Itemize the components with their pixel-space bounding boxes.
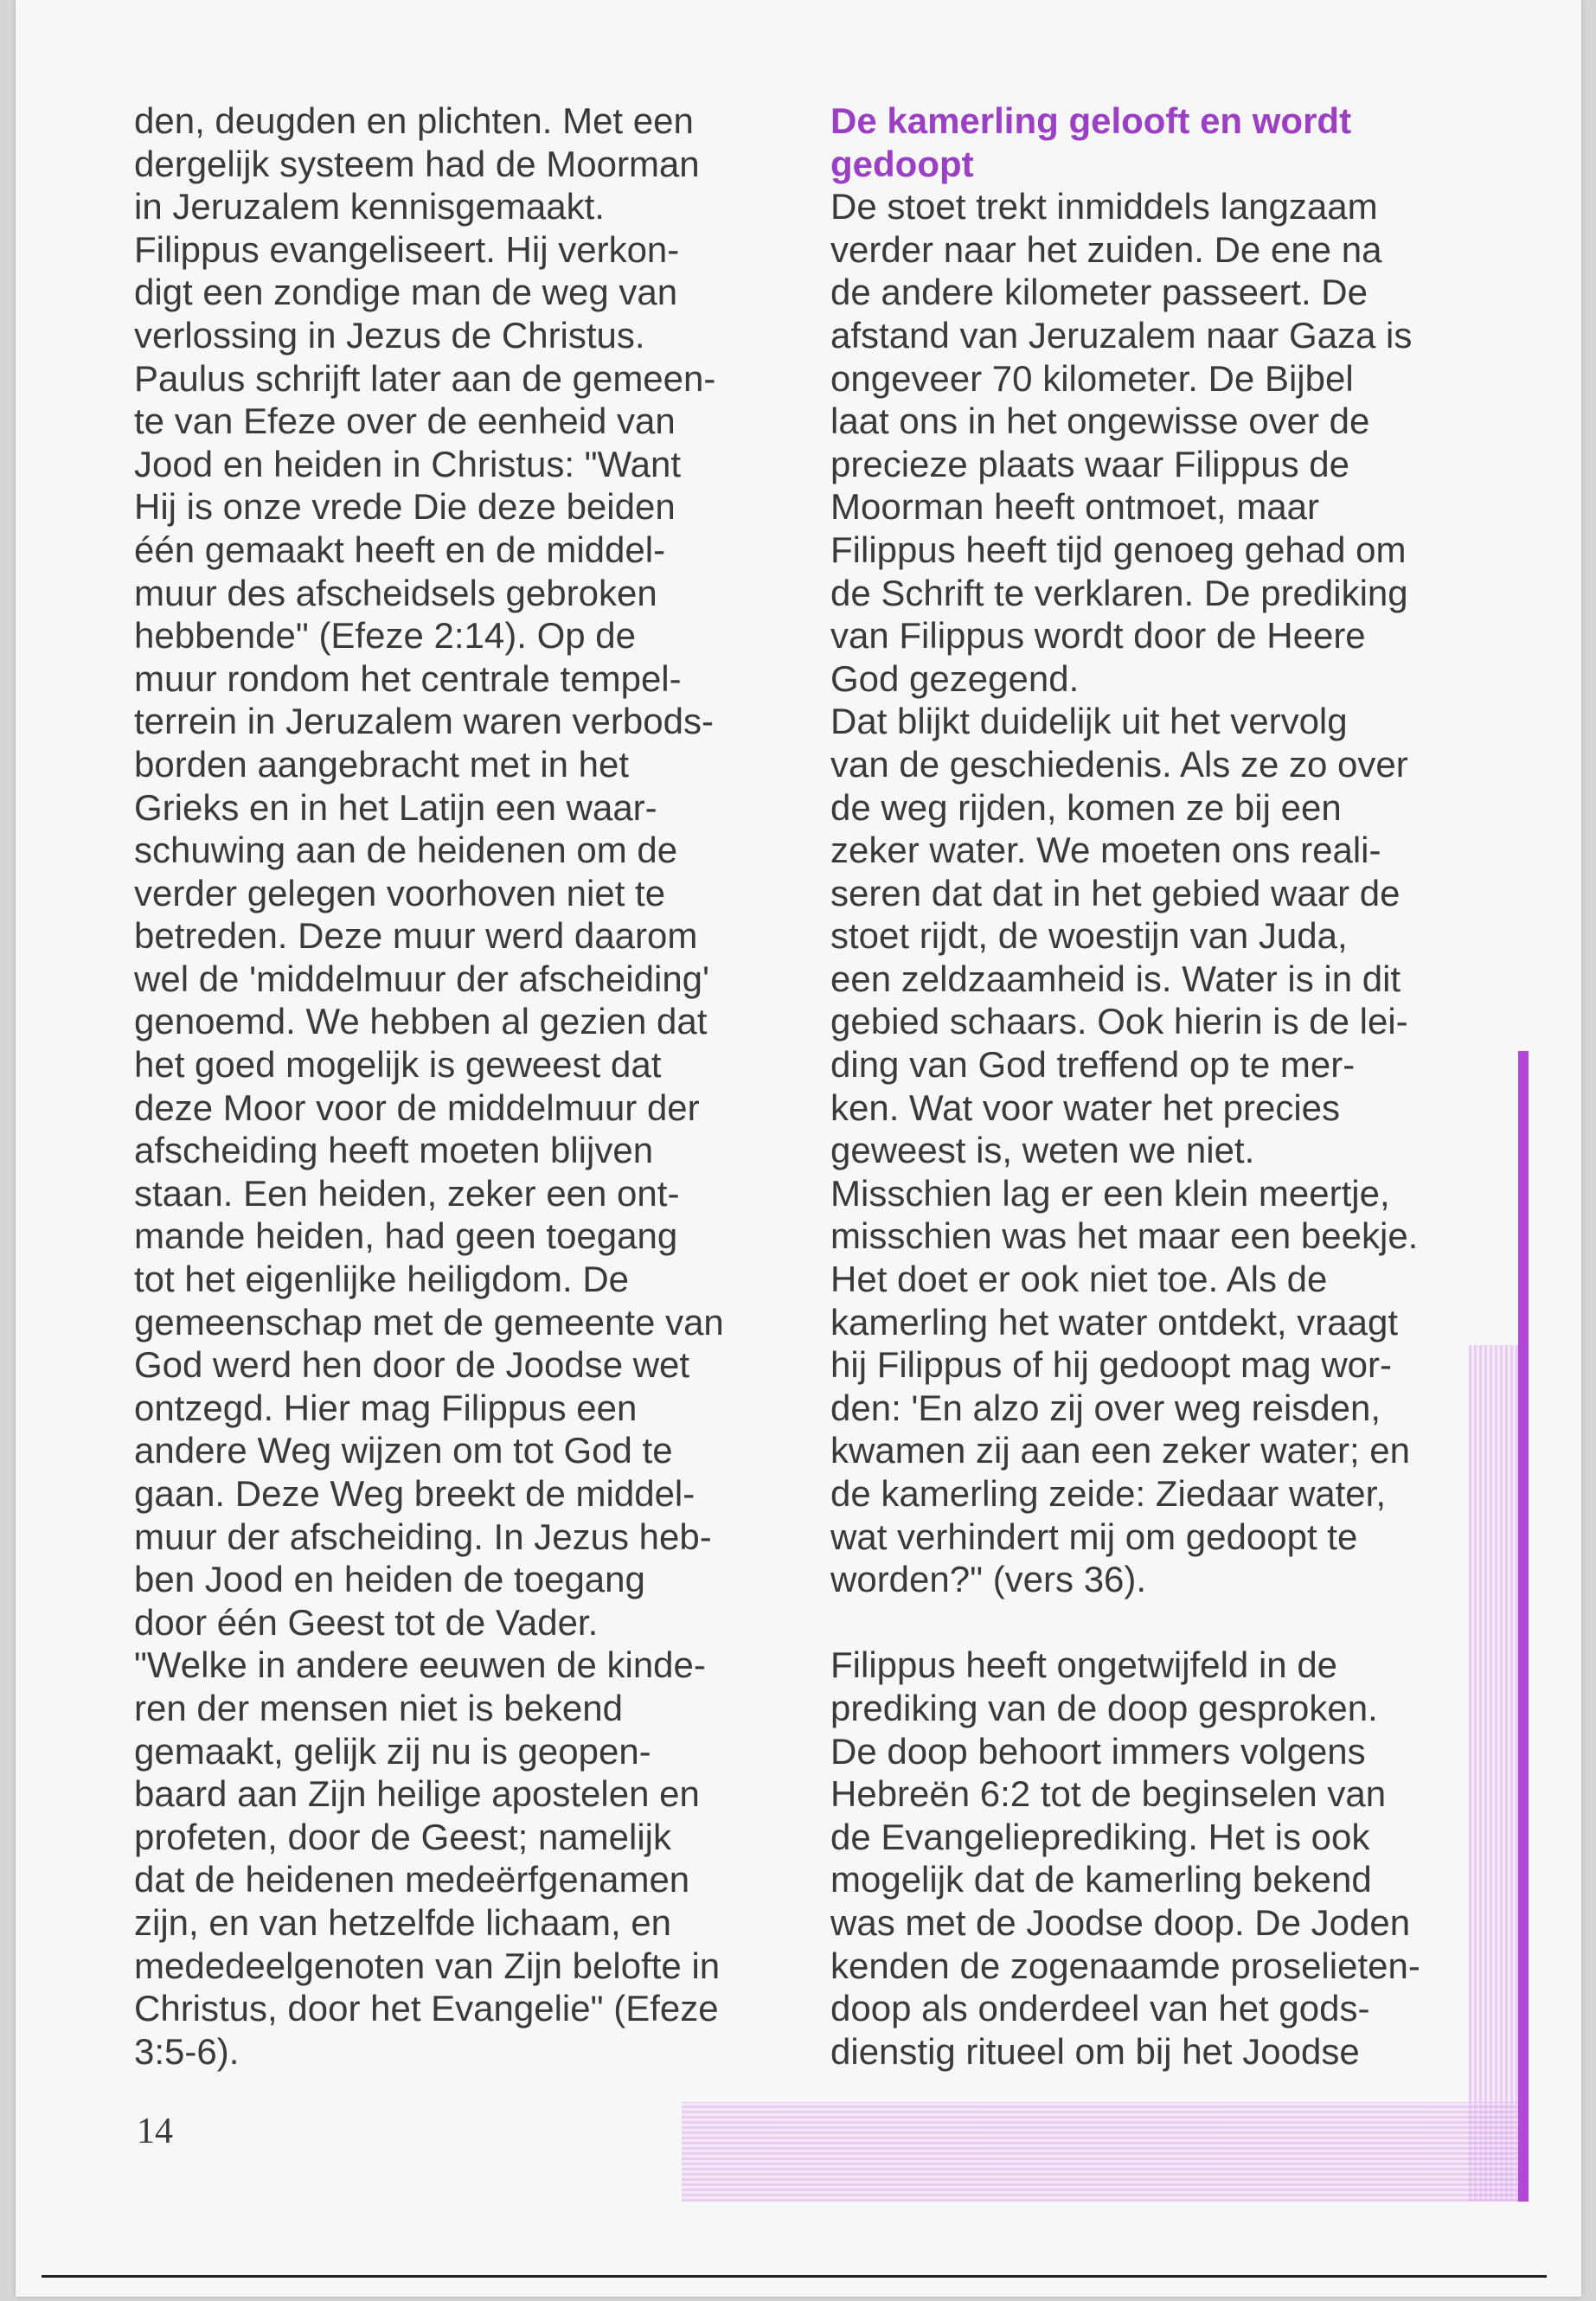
text-line: de andere kilometer passeert. De — [830, 272, 1368, 313]
text-line: mogelijk dat de kamerling bekend — [830, 1859, 1372, 1900]
text-line: digt een zondige man de weg van — [134, 272, 678, 313]
decorative-accent-bar — [1518, 1051, 1529, 2202]
text-line: afstand van Jeruzalem naar Gaza is — [830, 314, 1413, 356]
text-line: Filippus heeft tijd genoeg gehad om — [830, 529, 1407, 570]
text-line: Christus, door het Evangelie" (Efeze — [134, 1988, 719, 2029]
text-line: gebied schaars. Ook hierin is de lei- — [830, 1001, 1408, 1042]
decorative-screen-vertical — [1469, 1345, 1521, 2202]
text-line: den, deugden en plichten. Met een — [134, 100, 694, 141]
page-number: 14 — [137, 2112, 173, 2151]
text-line: De doop behoort immers volgens — [830, 1730, 1366, 1772]
text-line: wel de 'middelmuur der afscheiding' — [134, 958, 710, 999]
text-line: betreden. Deze muur werd daarom — [134, 915, 698, 957]
document-page — [16, 0, 1581, 2297]
text-line: afscheiding heeft moeten blijven — [134, 1130, 654, 1171]
text-line: Grieks en in het Latijn een waar- — [134, 786, 657, 828]
text-line: dat de heidenen medeërfgenamen — [134, 1859, 690, 1900]
text-line: Hebreën 6:2 tot de beginselen van — [830, 1773, 1387, 1815]
text-line: terrein in Jeruzalem waren verbods- — [134, 701, 714, 742]
text-line: Misschien lag er een klein meertje, — [830, 1172, 1390, 1214]
text-line: laat ons in het ongewisse over de — [830, 401, 1370, 442]
text-line: één gemaakt heeft en de middel- — [134, 529, 666, 570]
text-line: hij Filippus of hij gedoopt mag wor- — [830, 1344, 1392, 1386]
text-line: muur der afscheiding. In Jezus heb- — [134, 1516, 712, 1557]
text-line: God gezegend. — [830, 657, 1080, 699]
text-line: ben Jood en heiden de toegang — [134, 1559, 645, 1600]
text-line: zeker water. We moeten ons reali- — [830, 830, 1381, 871]
left-column — [134, 99, 757, 2073]
text-line: God werd hen door de Joodse wet — [134, 1344, 690, 1386]
text-line: de Evangelieprediking. Het is ook — [830, 1816, 1370, 1857]
text-line: ontzegd. Hier mag Filippus een — [134, 1387, 638, 1428]
text-line: gemeenschap met de gemeente van — [134, 1301, 724, 1343]
text-line: precieze plaats waar Filippus de — [830, 443, 1349, 484]
text-line: de weg rijden, komen ze bij een — [830, 786, 1342, 828]
text-line: ken. Wat voor water het precies — [830, 1086, 1341, 1128]
paragraph-2 — [830, 1644, 1471, 2073]
text-line: den: 'En alzo zij over weg reisden, — [830, 1387, 1381, 1428]
text-line: schuwing aan de heidenen om de — [134, 830, 678, 871]
text-line: borden aangebracht met in het — [134, 743, 630, 785]
text-line: Filippus evangeliseert. Hij verkon- — [134, 228, 680, 270]
text-line: De stoet trekt inmiddels langzaam — [830, 186, 1378, 228]
text-line: prediking van de doop gesproken. — [830, 1687, 1378, 1728]
text-line: te van Efeze over de eenheid van — [134, 401, 676, 442]
paragraph-gap — [830, 1601, 1471, 1644]
text-line: mededeelgenoten van Zijn belofte in — [134, 1945, 721, 1986]
text-line: gaan. Deze Weg breekt de middel- — [134, 1473, 695, 1514]
bottom-rule — [42, 2275, 1547, 2278]
paragraph-1 — [830, 185, 1471, 1601]
text-line: gemaakt, gelijk zij nu is geopen- — [134, 1730, 651, 1772]
text-line: Hij is onze vrede Die deze beiden — [134, 486, 676, 528]
text-line: Filippus heeft ongetwijfeld in de — [830, 1644, 1338, 1686]
text-line: was met de Joodse doop. De Joden — [830, 1901, 1411, 1943]
text-line: door één Geest tot de Vader. — [134, 1601, 599, 1643]
text-line: gedoopt — [830, 143, 974, 184]
text-line: de Schrift te verklaren. De prediking — [830, 572, 1408, 613]
text-line: Moorman heeft ontmoet, maar — [830, 486, 1319, 528]
text-line: worden?" (vers 36). — [830, 1559, 1147, 1600]
text-line: De kamerling gelooft en wordt — [830, 100, 1352, 141]
text-line: verder naar het zuiden. De ene na — [830, 228, 1382, 270]
text-line: verlossing in Jezus de Christus. — [134, 314, 645, 356]
text-line: ding van God treffend op te mer- — [830, 1044, 1356, 1086]
text-line: Paulus schrijft later aan de gemeen- — [134, 357, 716, 399]
text-line: geweest is, weten we niet. — [830, 1130, 1255, 1171]
text-line: een zeldzaamheid is. Water is in dit — [830, 958, 1401, 999]
text-line: baard aan Zijn heilige apostelen en — [134, 1773, 700, 1815]
decorative-screen-band — [682, 2102, 1521, 2202]
text-line: zijn, en van hetzelfde lichaam, en — [134, 1901, 672, 1943]
text-line: profeten, door de Geest; namelijk — [134, 1816, 672, 1857]
text-line: ren der mensen niet is bekend — [134, 1687, 624, 1728]
text-line: dergelijk systeem had de Moorman — [134, 143, 700, 184]
text-line: hebbende" (Efeze 2:14). Op de — [134, 615, 636, 657]
text-line: in Jeruzalem kennisgemaakt. — [134, 186, 605, 228]
text-line: staan. Een heiden, zeker een ont- — [134, 1172, 680, 1214]
text-line: ongeveer 70 kilometer. De Bijbel — [830, 357, 1354, 399]
section-heading — [830, 99, 1471, 185]
text-line: misschien was het maar een beekje. — [830, 1215, 1419, 1257]
text-line: doop als onderdeel van het gods- — [830, 1988, 1370, 2029]
text-line: het goed mogelijk is geweest dat — [134, 1044, 662, 1086]
text-line: andere Weg wijzen om tot God te — [134, 1430, 673, 1471]
text-line: stoet rijdt, de woestijn van Juda, — [830, 915, 1348, 957]
text-line: dienstig ritueel om bij het Joodse — [830, 2030, 1360, 2072]
text-line: deze Moor voor de middelmuur der — [134, 1086, 700, 1128]
text-line: genoemd. We hebben al gezien dat — [134, 1001, 708, 1042]
text-line: van de geschiedenis. Als ze zo over — [830, 743, 1408, 785]
right-column — [830, 99, 1471, 2073]
text-line: Jood en heiden in Christus: "Want — [134, 443, 682, 484]
text-line: de kamerling zeide: Ziedaar water, — [830, 1473, 1386, 1514]
text-line: muur rondom het centrale tempel- — [134, 657, 682, 699]
text-line: kenden de zogenaamde proselieten- — [830, 1945, 1420, 1986]
text-line: seren dat dat in het gebied waar de — [830, 872, 1401, 913]
text-line: muur des afscheidsels gebroken — [134, 572, 657, 613]
text-line: Dat blijkt duidelijk uit het vervolg — [830, 701, 1348, 742]
text-line: verder gelegen voorhoven niet te — [134, 872, 666, 913]
text-line: "Welke in andere eeuwen de kinde- — [134, 1644, 706, 1686]
text-line: wat verhindert mij om gedoopt te — [830, 1516, 1358, 1557]
text-line: mande heiden, had geen toegang — [134, 1215, 678, 1257]
text-line: tot het eigenlijke heiligdom. De — [134, 1259, 630, 1300]
text-line: van Filippus wordt door de Heere — [830, 615, 1366, 657]
text-line: 3:5-6). — [134, 2030, 240, 2072]
text-line: Het doet er ook niet toe. Als de — [830, 1259, 1328, 1300]
text-line: kamerling het water ontdekt, vraagt — [830, 1301, 1399, 1343]
text-line: kwamen zij aan een zeker water; en — [830, 1430, 1411, 1471]
